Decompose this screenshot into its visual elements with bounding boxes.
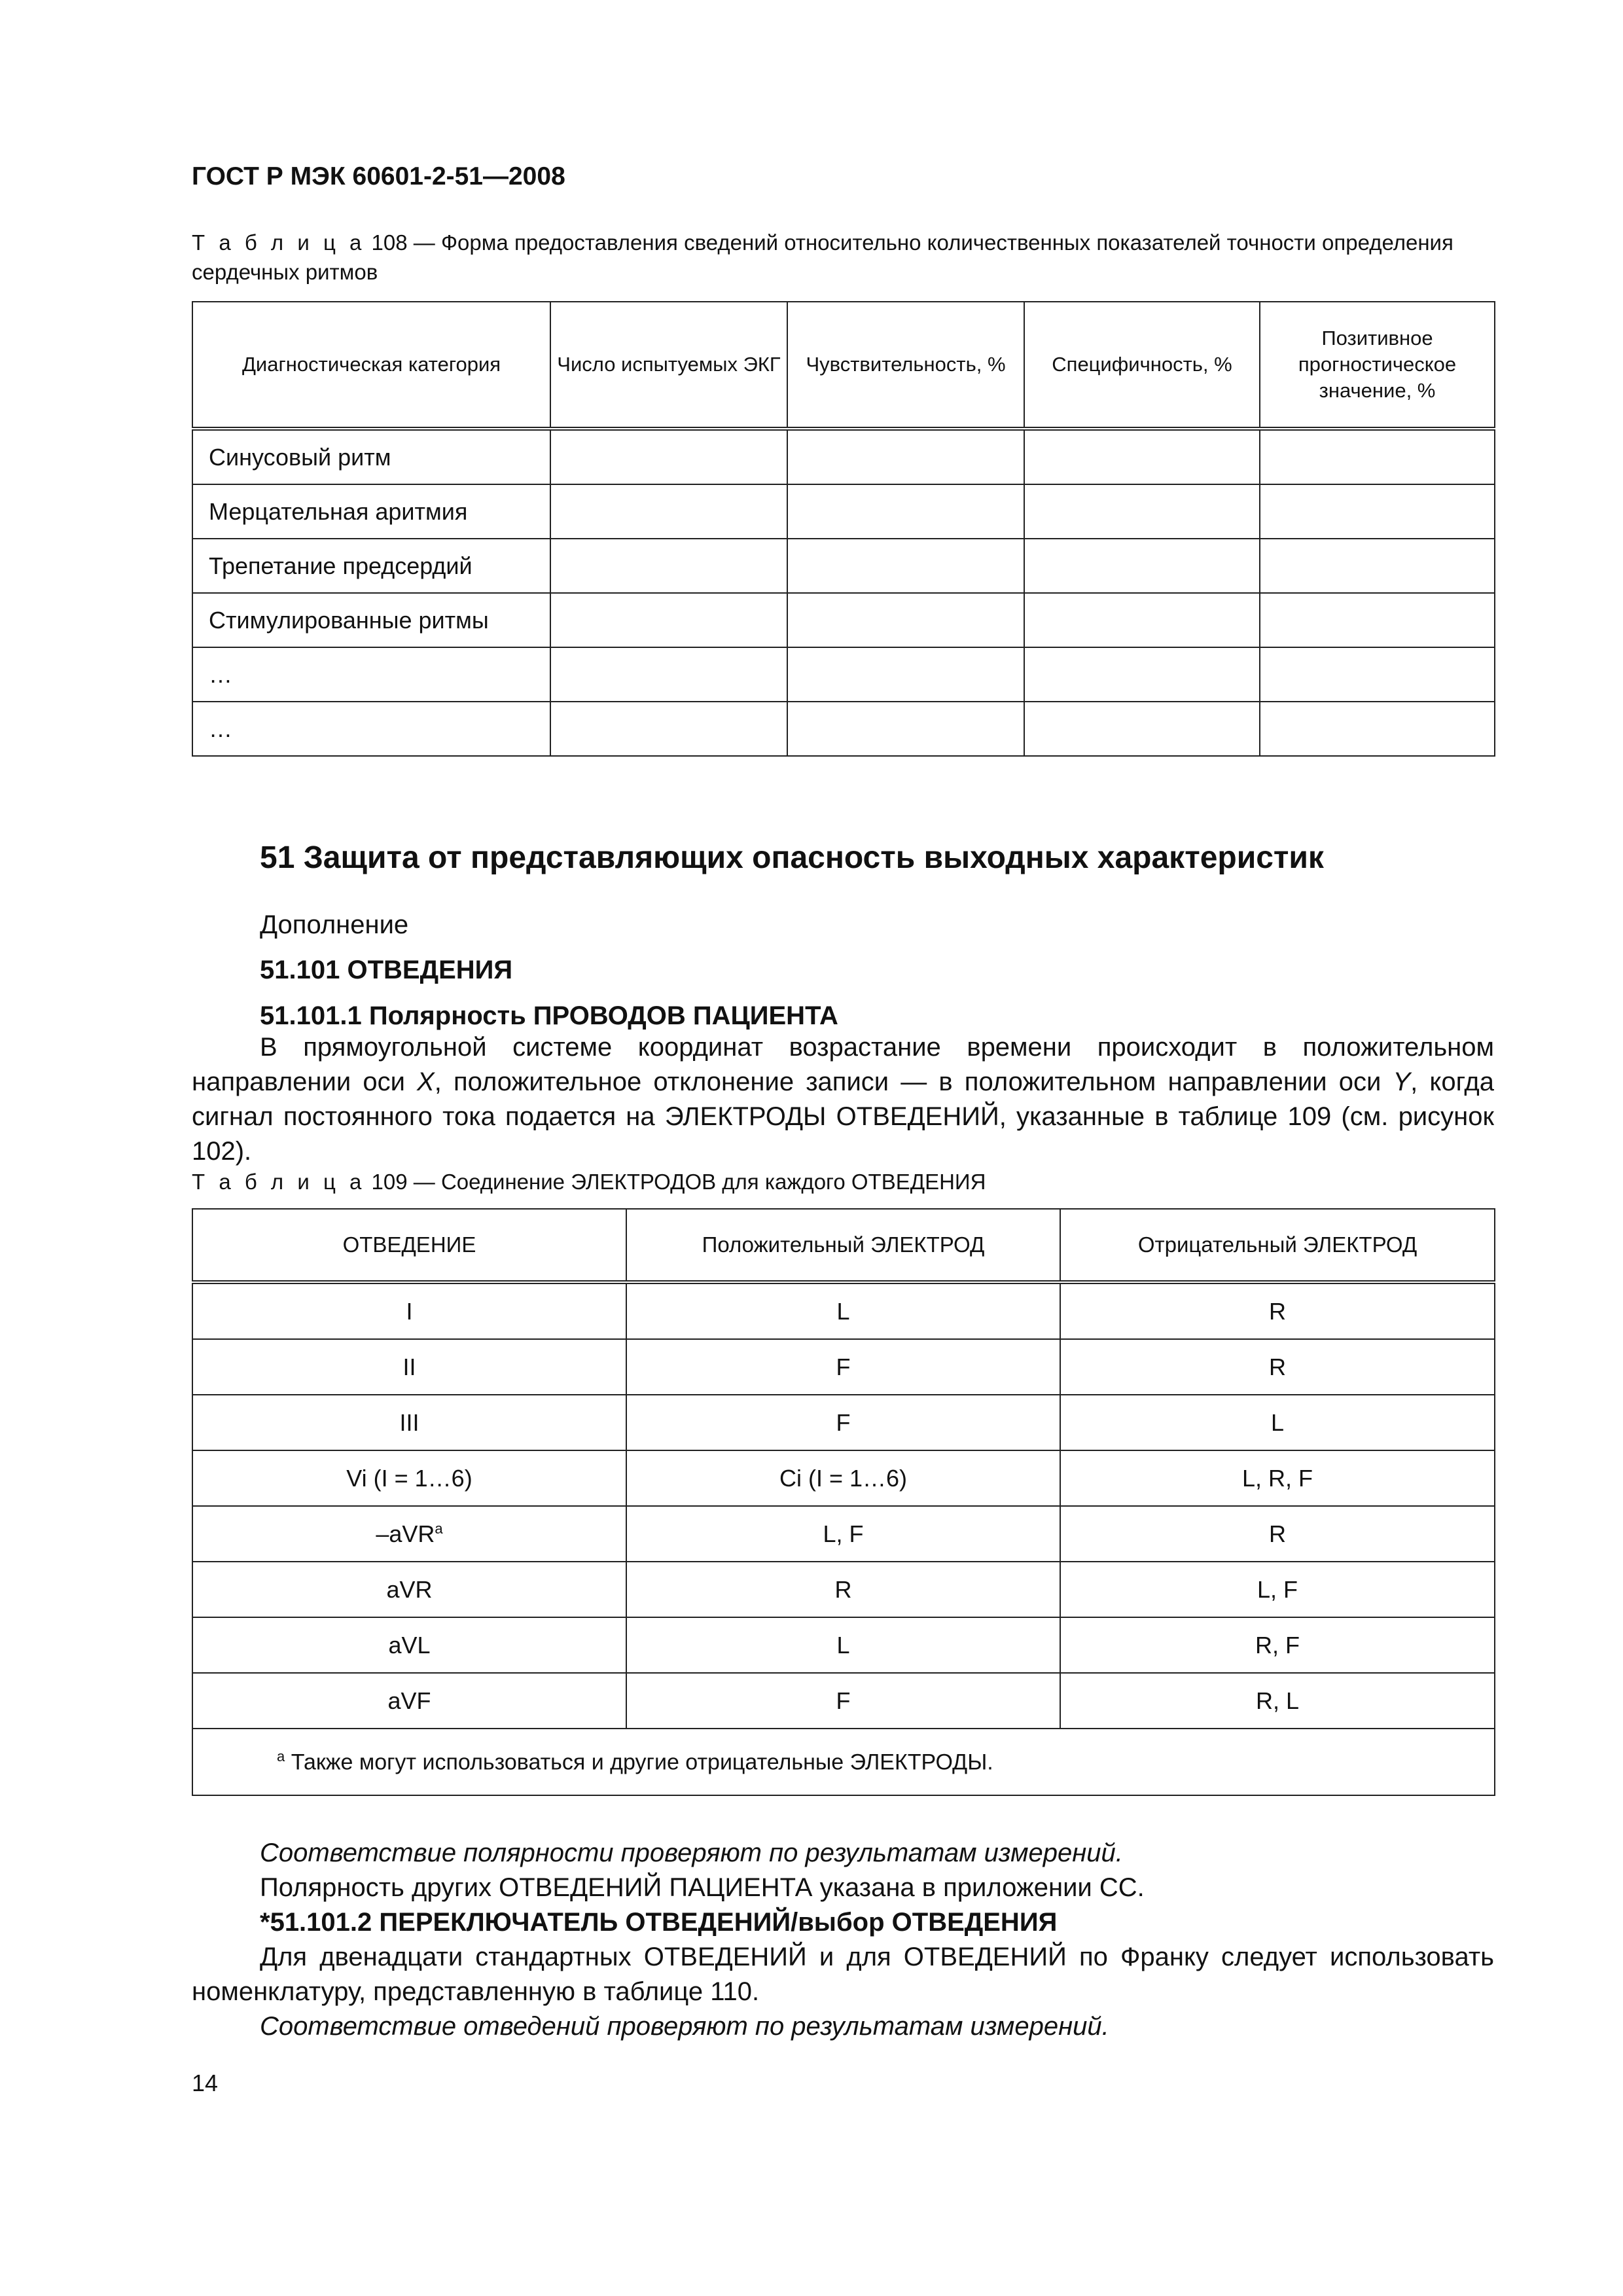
lead-cell: II bbox=[192, 1339, 626, 1395]
section-heading: 51 Защита от представляющих опасность выходных характеристик bbox=[260, 840, 1324, 875]
caption-label: Т а б л и ц а bbox=[192, 1170, 366, 1194]
table-header-row bbox=[192, 302, 1495, 429]
table-row bbox=[192, 1506, 1495, 1562]
paragraph-text: , когда сигнал постоянного тока подается на ЭЛЕКТРОДЫ ОТВЕДЕНИЙ, указанные в таблице 109 (см. рисунок 102). bbox=[192, 1067, 1494, 1166]
empty-cell bbox=[1024, 593, 1260, 647]
empty-cell bbox=[787, 484, 1024, 539]
empty-cell bbox=[787, 539, 1024, 593]
table-row bbox=[192, 429, 1495, 484]
negative-electrode-cell: R bbox=[1060, 1339, 1495, 1395]
positive-electrode-cell: L bbox=[626, 1617, 1060, 1673]
paragraph: Для двенадцати стандартных ОТВЕДЕНИЙ и для ОТВЕДЕНИЙ по Франку следует использовать номенклатуру, представленную в таблице 110. bbox=[192, 1943, 1494, 2006]
footnote-text: Также могут использоваться и другие отрицательные ЭЛЕКТРОДЫ. bbox=[285, 1749, 993, 1775]
column-header: Диагностическая категория bbox=[192, 302, 550, 429]
empty-cell bbox=[787, 429, 1024, 484]
paragraph: Полярность других ОТВЕДЕНИЙ ПАЦИЕНТА указана в приложении СС. bbox=[260, 1873, 1145, 1902]
empty-cell bbox=[787, 593, 1024, 647]
table-108 bbox=[192, 301, 1495, 757]
table-row bbox=[192, 1673, 1495, 1729]
positive-electrode-cell: F bbox=[626, 1395, 1060, 1450]
lead-cell: Vi (I = 1…6) bbox=[192, 1450, 626, 1506]
caption-text: 109 — Соединение ЭЛЕКТРОДОВ для каждого ОТВЕДЕНИЯ bbox=[365, 1170, 986, 1194]
empty-cell bbox=[550, 429, 787, 484]
table-109 bbox=[192, 1208, 1495, 1796]
negative-electrode-cell: L, F bbox=[1060, 1562, 1495, 1617]
empty-cell bbox=[1024, 484, 1260, 539]
empty-cell bbox=[1260, 429, 1495, 484]
caption-label: Т а б л и ц а bbox=[192, 230, 366, 255]
negative-electrode-cell: R, L bbox=[1060, 1673, 1495, 1729]
table-row bbox=[192, 1339, 1495, 1395]
lead-name: –aVR bbox=[376, 1520, 435, 1547]
table-108-caption bbox=[192, 228, 1494, 287]
subsection-heading: 51.101.1 Полярность ПРОВОДОВ ПАЦИЕНТА bbox=[260, 1001, 838, 1030]
page-number: 14 bbox=[192, 2070, 219, 2096]
negative-electrode-cell: L, R, F bbox=[1060, 1450, 1495, 1506]
table-row bbox=[192, 1562, 1495, 1617]
compliance-note: Соответствие полярности проверяют по результатам измерений. bbox=[260, 1839, 1123, 1867]
empty-cell bbox=[787, 647, 1024, 702]
caption-text: 108 — Форма предоставления сведений относительно количественных показателей точности определения сердечных ритмов bbox=[192, 230, 1454, 284]
table-row bbox=[192, 1617, 1495, 1673]
table-footnote bbox=[192, 1729, 1495, 1795]
subsection-heading: 51.101 ОТВЕДЕНИЯ bbox=[260, 956, 513, 984]
empty-cell bbox=[1260, 593, 1495, 647]
subsection-heading: *51.101.2 ПЕРЕКЛЮЧАТЕЛЬ ОТВЕДЕНИЙ/выбор ОТВЕДЕНИЯ bbox=[260, 1908, 1058, 1937]
table-row bbox=[192, 1450, 1495, 1506]
compliance-note: Соответствие отведений проверяют по результатам измерений. bbox=[260, 2012, 1109, 2041]
paragraph-text: В прямоугольной системе координат возрастание времени происходит в положительном направлении оси bbox=[192, 1033, 1494, 1096]
empty-cell bbox=[787, 702, 1024, 756]
empty-cell bbox=[1024, 429, 1260, 484]
negative-electrode-cell: R, F bbox=[1060, 1617, 1495, 1673]
empty-cell bbox=[1260, 484, 1495, 539]
footnote-marker: a bbox=[435, 1520, 443, 1537]
empty-cell bbox=[1024, 539, 1260, 593]
empty-cell bbox=[1260, 539, 1495, 593]
table-row bbox=[192, 1282, 1495, 1339]
category-cell: … bbox=[192, 702, 550, 756]
empty-cell bbox=[550, 702, 787, 756]
lead-cell bbox=[192, 1506, 626, 1562]
axis-y-label: Y bbox=[1393, 1067, 1411, 1096]
document-header: ГОСТ Р МЭК 60601-2-51—2008 bbox=[192, 162, 565, 190]
empty-cell bbox=[1260, 702, 1495, 756]
positive-electrode-cell: L, F bbox=[626, 1506, 1060, 1562]
empty-cell bbox=[1024, 702, 1260, 756]
table-header-row bbox=[192, 1209, 1495, 1282]
empty-cell bbox=[550, 539, 787, 593]
negative-electrode-cell: R bbox=[1060, 1506, 1495, 1562]
axis-x-label: X bbox=[417, 1067, 435, 1096]
positive-electrode-cell: Ci (I = 1…6) bbox=[626, 1450, 1060, 1506]
table-footnote-row bbox=[192, 1729, 1495, 1795]
column-header: Отрицательный ЭЛЕКТРОД bbox=[1060, 1209, 1495, 1282]
column-header: Положительный ЭЛЕКТРОД bbox=[626, 1209, 1060, 1282]
addition-label: Дополнение bbox=[260, 910, 409, 939]
table-row bbox=[192, 702, 1495, 756]
positive-electrode-cell: R bbox=[626, 1562, 1060, 1617]
category-cell: Мерцательная аритмия bbox=[192, 484, 550, 539]
lead-cell: aVR bbox=[192, 1562, 626, 1617]
column-header: Число испытуемых ЭКГ bbox=[550, 302, 787, 429]
empty-cell bbox=[1260, 647, 1495, 702]
category-cell: … bbox=[192, 647, 550, 702]
polarity-paragraph bbox=[192, 1030, 1494, 1169]
column-header: ОТВЕДЕНИЕ bbox=[192, 1209, 626, 1282]
table-row bbox=[192, 1395, 1495, 1450]
empty-cell bbox=[550, 484, 787, 539]
lead-cell: III bbox=[192, 1395, 626, 1450]
footnote-marker: a bbox=[277, 1748, 285, 1765]
table-row bbox=[192, 484, 1495, 539]
table-row bbox=[192, 647, 1495, 702]
column-header: Специфичность, % bbox=[1024, 302, 1260, 429]
positive-electrode-cell: F bbox=[626, 1339, 1060, 1395]
table-row bbox=[192, 539, 1495, 593]
lead-cell: aVL bbox=[192, 1617, 626, 1673]
lead-cell: aVF bbox=[192, 1673, 626, 1729]
empty-cell bbox=[1024, 647, 1260, 702]
column-header: Позитивное прогностическое значение, % bbox=[1260, 302, 1495, 429]
negative-electrode-cell: R bbox=[1060, 1282, 1495, 1339]
paragraph-text: , положительное отклонение записи — в положительном направлении оси bbox=[434, 1067, 1393, 1096]
category-cell: Трепетание предсердий bbox=[192, 539, 550, 593]
column-header: Чувствительность, % bbox=[787, 302, 1024, 429]
positive-electrode-cell: F bbox=[626, 1673, 1060, 1729]
lead-cell: I bbox=[192, 1282, 626, 1339]
table-109-caption bbox=[192, 1167, 986, 1196]
negative-electrode-cell: L bbox=[1060, 1395, 1495, 1450]
category-cell: Синусовый ритм bbox=[192, 429, 550, 484]
empty-cell bbox=[550, 647, 787, 702]
table-row bbox=[192, 593, 1495, 647]
positive-electrode-cell: L bbox=[626, 1282, 1060, 1339]
empty-cell bbox=[550, 593, 787, 647]
category-cell: Стимулированные ритмы bbox=[192, 593, 550, 647]
